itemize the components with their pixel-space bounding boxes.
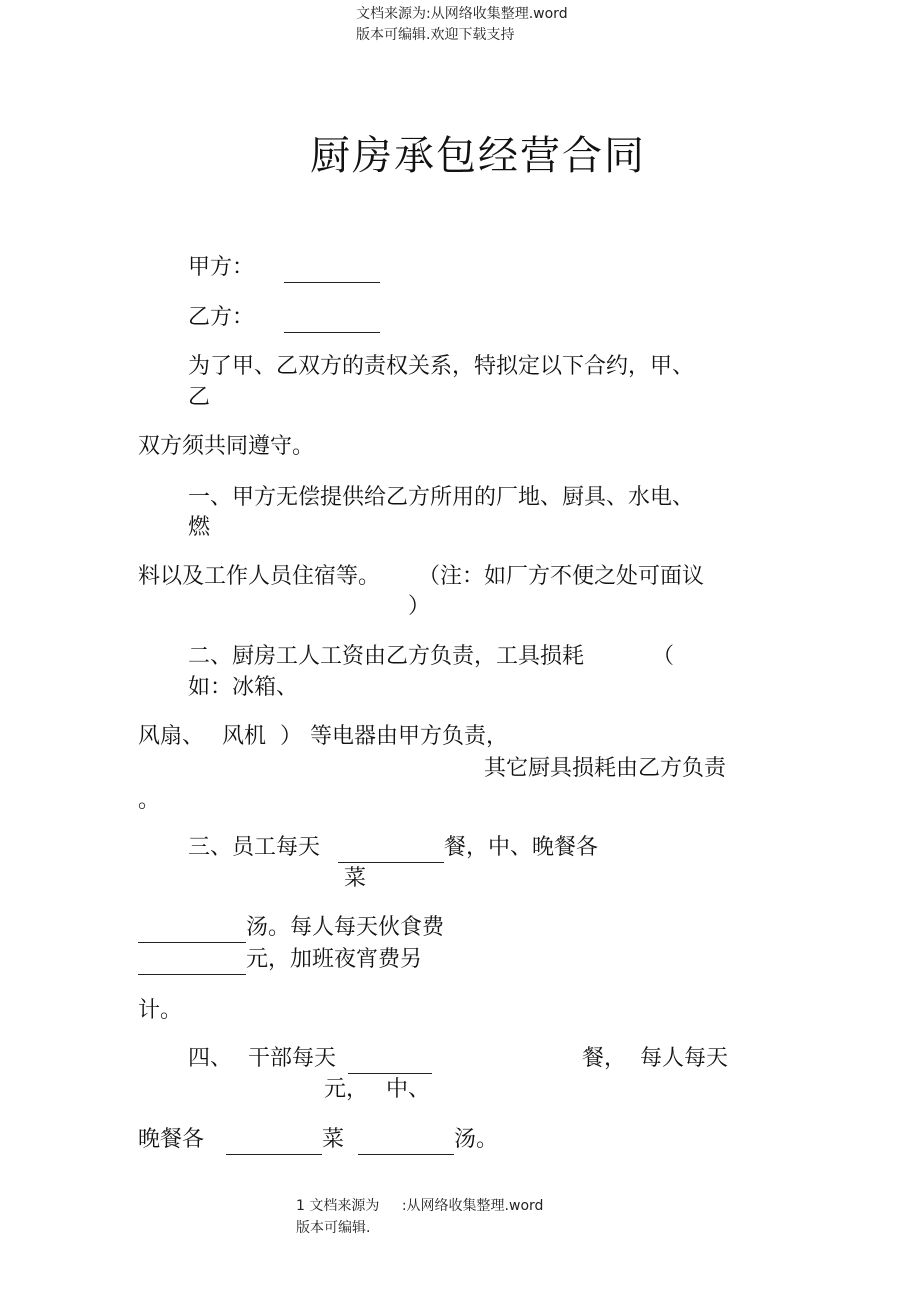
party-b-blank bbox=[284, 308, 380, 333]
clause2-line-2a: 风扇、 bbox=[138, 724, 205, 749]
intro-line-1b: 乙 bbox=[188, 385, 211, 410]
intro-line-2: 双方须共同遵守。 bbox=[138, 434, 315, 459]
clause4-blank-dishes bbox=[226, 1130, 322, 1155]
intro-line-1: 为了甲、乙双方的责权关系，特拟定以下合约，甲、 bbox=[188, 354, 695, 379]
clause3-line-1a: 三、员工每天 bbox=[188, 835, 321, 860]
footer-line-1 bbox=[296, 1196, 543, 1216]
clause2-line-1b: 如：冰箱、 bbox=[188, 675, 299, 700]
clause2-paren-open: （ bbox=[652, 644, 675, 669]
clause4-line-1c: 餐， bbox=[582, 1046, 627, 1071]
clause2-line-2d: 等电器由甲方负责， bbox=[310, 724, 509, 749]
party-a-line bbox=[188, 253, 380, 283]
clause4-line-1a: 四、 bbox=[188, 1046, 233, 1071]
clause3-line-1b: 餐，中、晚餐各 bbox=[444, 835, 599, 860]
clause3-line-2a: 汤。每人每天伙食费 bbox=[246, 915, 445, 940]
party-b-label: 乙方： bbox=[188, 305, 255, 330]
clause1-note-close: ） bbox=[408, 594, 431, 619]
clause3-line-1 bbox=[188, 833, 598, 863]
clause4-line-1b-row bbox=[248, 1044, 432, 1074]
clause4-blank-soup bbox=[358, 1130, 454, 1155]
clause3-line-2b: 元，加班夜宵费另 bbox=[246, 947, 423, 972]
footer-source-a: 文档来源为 bbox=[309, 1198, 380, 1214]
clause3-blank-soup bbox=[138, 918, 246, 943]
clause2-line-2b: 风机 bbox=[222, 724, 267, 749]
clause1-line-1: 一、甲方无偿提供给乙方所用的厂地、厨具、水电、 bbox=[188, 485, 695, 510]
footer-line-2: 版本可编辑. bbox=[296, 1220, 371, 1236]
clause2-line-2c: ） bbox=[280, 724, 303, 749]
party-a-label: 甲方： bbox=[188, 255, 255, 280]
party-a-blank bbox=[284, 258, 380, 283]
party-b-line bbox=[188, 303, 380, 333]
clause3-line-2b-row bbox=[138, 945, 422, 975]
header-source-note: 文档来源为:从网络收集整理.word bbox=[356, 6, 568, 22]
clause4-line-2b: 菜 bbox=[322, 1127, 345, 1152]
clause4-line-1f: 中、 bbox=[386, 1077, 431, 1102]
clause3-blank-meals bbox=[338, 838, 444, 863]
clause3-line-3: 计。 bbox=[138, 998, 183, 1023]
clause3-line-2a-row bbox=[138, 913, 444, 943]
clause4-line-1d: 每人每天 bbox=[640, 1046, 729, 1071]
footer-page-number: 1 bbox=[296, 1198, 305, 1214]
clause3-line-1c: 菜 bbox=[344, 866, 367, 891]
footer-source-b: :从网络收集整理.word bbox=[401, 1198, 544, 1214]
clause4-blank-meals bbox=[348, 1049, 432, 1074]
clause4-line-1b: 干部每天 bbox=[248, 1046, 337, 1071]
clause2-line-3: 其它厨具损耗由乙方负责 bbox=[484, 756, 727, 781]
clause4-line-2a: 晚餐各 bbox=[138, 1127, 205, 1152]
clause1-line-1b: 燃 bbox=[188, 515, 211, 540]
document-title: 厨房承包经营合同 bbox=[310, 133, 646, 179]
clause2-line-4: 。 bbox=[138, 788, 161, 813]
header-edit-note: 版本可编辑.欢迎下载支持 bbox=[356, 27, 515, 43]
clause4-line-1e: 元， bbox=[324, 1077, 369, 1102]
clause4-line-2c: 汤。 bbox=[454, 1127, 499, 1152]
clause1-note: （注：如厂方不便之处可面议 bbox=[418, 564, 705, 589]
clause2-line-1: 二、厨房工人工资由乙方负责，工具损耗 bbox=[188, 644, 585, 669]
clause1-line-2: 料以及工作人员住宿等。 bbox=[138, 564, 381, 589]
clause3-blank-fee bbox=[138, 950, 246, 975]
clause4-line-2 bbox=[138, 1125, 498, 1155]
